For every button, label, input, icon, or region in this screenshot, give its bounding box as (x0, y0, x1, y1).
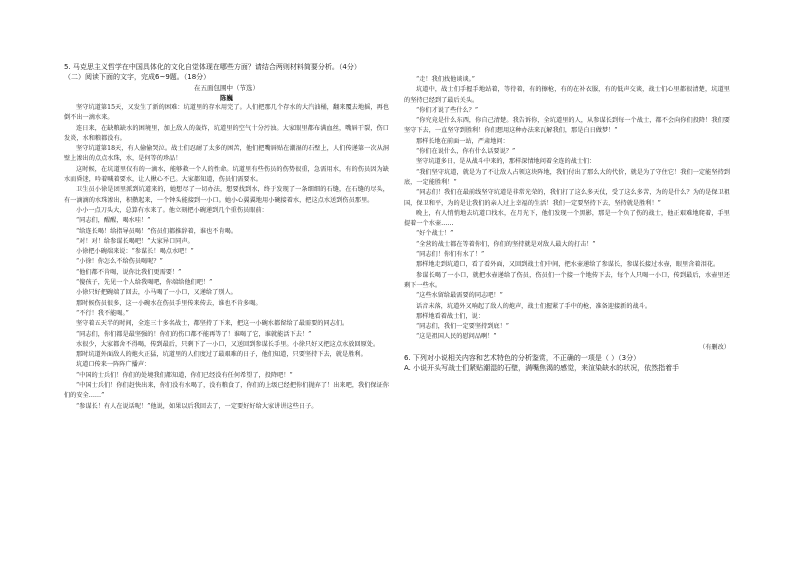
dialogue-line: “同志们，醒醒，喝水哇！” (76, 217, 151, 225)
paragraph: 坚守着五天半的时间，全连三十多名战士，都坚持了下来，把这一小碗水都留给了最需要的同志们。 (76, 320, 349, 328)
question-5: 5. 马克思主义哲学在中国具体化的文化自觉体现在哪些方面？请结合两则材料简要分析。（4分） (64, 63, 361, 71)
paragraph: 参谋长喝了一小口，就把水壶递给了伤员，伤员们一个接一个地传下去，每个人只喝一小口，传到最后，水壶里还剩下一些水。 (404, 271, 730, 289)
paragraph: “你们在说什么，你有什么话要说？” (416, 148, 516, 156)
paragraph: “走！我们找他谈谈。” (416, 76, 475, 83)
paragraph: 坚守坑道第15天，又发生了新的困难：坑道里的存水用完了。人们把那几个存水的大汽油桶，翻来覆去地摇，再也倒不出一滴水来。 (64, 104, 389, 122)
paragraph: 晚上，有人悄悄地去坑道口找水，在月光下，他们发现一个黑影，那是一个负了伤的战士，他正艰难地爬着，手里提着一个水壶…… (404, 209, 730, 228)
left-column (64, 62, 389, 412)
paragraph: 话音未落，坑道外又响起了敌人的炮声，战士们握紧了手中的枪，准备迎接新的战斗。 (416, 302, 652, 310)
paragraph: “这些水留给最需要的同志吧！” (416, 292, 503, 300)
paragraph: “这是祖国人民的慰问品啊！” (416, 333, 497, 341)
story-author: 陈巍 (220, 94, 233, 102)
dialogue-line: 那时候伤员很多，这一小碗水在伤员手里传来传去，谁也不肯多喝。 (76, 299, 262, 307)
paragraph: “你们才说了些什么？” (416, 106, 479, 114)
paragraph: “参谋长！有人在说话呢！”他说，如果以后我回去了，一定要好好给大家讲讲这些日子。 (76, 402, 318, 410)
paragraph: “我们坚守坑道，就是为了不让敌人占领这块阵地，我们付出了那么大的代价，就是为了守住它！我们一定能坚持到底，一定能胜利！” (404, 168, 730, 186)
paragraph: 那样长地在前面一站，严肃地问： (416, 137, 509, 145)
dialogue-line: 小徐把小碗端来说：“参谋长！喝点水吧！” (76, 248, 194, 256)
right-column (404, 75, 730, 373)
paragraph: “好个战士！” (416, 230, 454, 238)
dialogue-line: “傻孩子，先见一个人给我喝吧，你端给他们吧！” (76, 279, 213, 287)
paragraph: 那样地走到坑道口，看了看外面，又回到战士们中间，把水壶递给了参谋长，参谋长接过水壶，眼里含着泪花。 (416, 261, 720, 269)
paragraph: 连日来，在缺粮缺水的困境里，加上敌人的轰炸，坑道里的空气十分污浊。大家眼里都布满血丝，嘴唇干裂，伤口发炎，水和粮都没有。 (64, 124, 389, 142)
paragraph: “你究竟是什么东西，你自己清楚。我告诉你，全坑道里的人，从参谋长到每一个战士，都不会向你们投降！我们要坚守下去，一直坚守到胜利！你们想用这种办法来瓦解我们，那是白日做梦！” (404, 117, 730, 135)
option-a: A. 小说开头写战士们紧贴潮湿的石壁，满嘴焦渴的感觉，来渲染缺水的状况，依然指着手 (404, 364, 680, 373)
dialogue-line: “小徐！你怎么不给伤员喝呢？” (76, 258, 163, 266)
dialogue-line: “不行！我不能喝。” (76, 309, 129, 317)
paragraph: 这时候，在坑道里仅有的一滴水，能够救一个人的性命。坑道里有些伤员的伤势很重，急需用水，有的伤员因为缺水而昏迷，吟着喊着要水，让人揪心不已。大家都知道，伤员们需要水。 (64, 165, 389, 184)
story-title: 在五面包围中（节选） (194, 84, 259, 92)
paragraph: “同志们！你们有水了！” (416, 251, 485, 259)
question-6: 6. 下列对小说相关内容和艺术特色的分析鉴赏，不正确的一项是（ ）（3分） (404, 354, 641, 363)
dialogue-line: 小徐只好把碗端了回去，小马喝了一小口，又递给了别人。 (76, 289, 237, 297)
paragraph: “中国的士兵们！你们的处境我们都知道，你们已经没有任何希望了，投降吧！” (76, 371, 293, 379)
dialogue-line: “对！对！给参谋长喝吧！”大家异口同声。 (76, 237, 194, 245)
paragraph: 卫生员小徐是团里派到坑道来的，她想尽了一切办法，想要找到水，终于发现了一条细细的石缝，在石缝的尽头，有一滴滴的水珠渗出，积攒起来，一个钟头能接到一小口。她小心翼翼地用小碗接着水，把这点水送到伤员那里。 (64, 186, 389, 204)
paragraph: 那样地看着战士们，说： (416, 312, 485, 320)
paragraph: 水很少，大家都舍不得喝，传到最后，只剩下了一小口，又送回到参谋长手里。小徐只好又把这点水放回原处。 (76, 340, 380, 348)
section-heading: （二）阅读下面的文字，完成6~9题。（18分） (64, 73, 211, 81)
dialogue-line: “给连长喝！给指导员喝！”伤员们都推辞着，谁也不肯喝。 (76, 227, 238, 235)
paragraph: 小小一点刀头大，总算有水来了。他立刻把小碗递到几个重伤员眼前： (76, 206, 268, 214)
paragraph: 坑道口传来一阵阵广播声： (76, 361, 151, 369)
source-note: （有删改） (699, 343, 730, 351)
paragraph: 坚守坑道第18天，有人偷偷哭泣。战士们忍耐了太多的困苦，他们把嘴唇贴在潮湿的石壁上，人们传递第一次从洞壁上渗出的点点水珠，水，是何等的珍品！ (64, 145, 389, 163)
paragraph: “同志们！我们在最前线坚守坑道是非常光荣的，我们打了这么多天仗，受了这么多苦，为的是什么？为的是保卫祖国，保卫和平，为的是让我们的亲人过上幸福的生活！我们一定要坚持下去，坚持就是胜利！” (404, 189, 730, 207)
paragraph: 坚守坑道多日，是从战斗中来的，那样深情地问着全连的战士们： (416, 158, 596, 166)
paragraph: “中国士兵们！你们赶快出来，你们没有水喝了，没有粮食了，你们的上级已经把你们抛弃了！出来吧，我们保证你们的安全……” (64, 382, 389, 400)
paragraph: 那时坑道外面敌人的炮火正猛，坑道里的人们度过了最艰难的日子，他们知道，只要坚持下去，就是胜利。 (76, 351, 367, 359)
dialogue-line: “他们都不肯喝，说你比我们更需要！” (76, 268, 182, 276)
paragraph: 坑道中，战士们手握手地站着，等待着，有的擦枪，有的在补衣服，有的低声交谈，战士们心里都很清楚，坑道里的坚持已经到了最后关头。 (404, 86, 730, 104)
paragraph: “全营的战士都在等着你们，你们的坚持就是对敌人最大的打击！” (416, 240, 596, 248)
paragraph: “同志们，你们都是最坚强的！你们的伤口都不能再等了！谁喝了它，谁就能活下去！” (76, 330, 312, 338)
paragraph: “同志们，我们一定要坚持到底！” (416, 323, 509, 331)
